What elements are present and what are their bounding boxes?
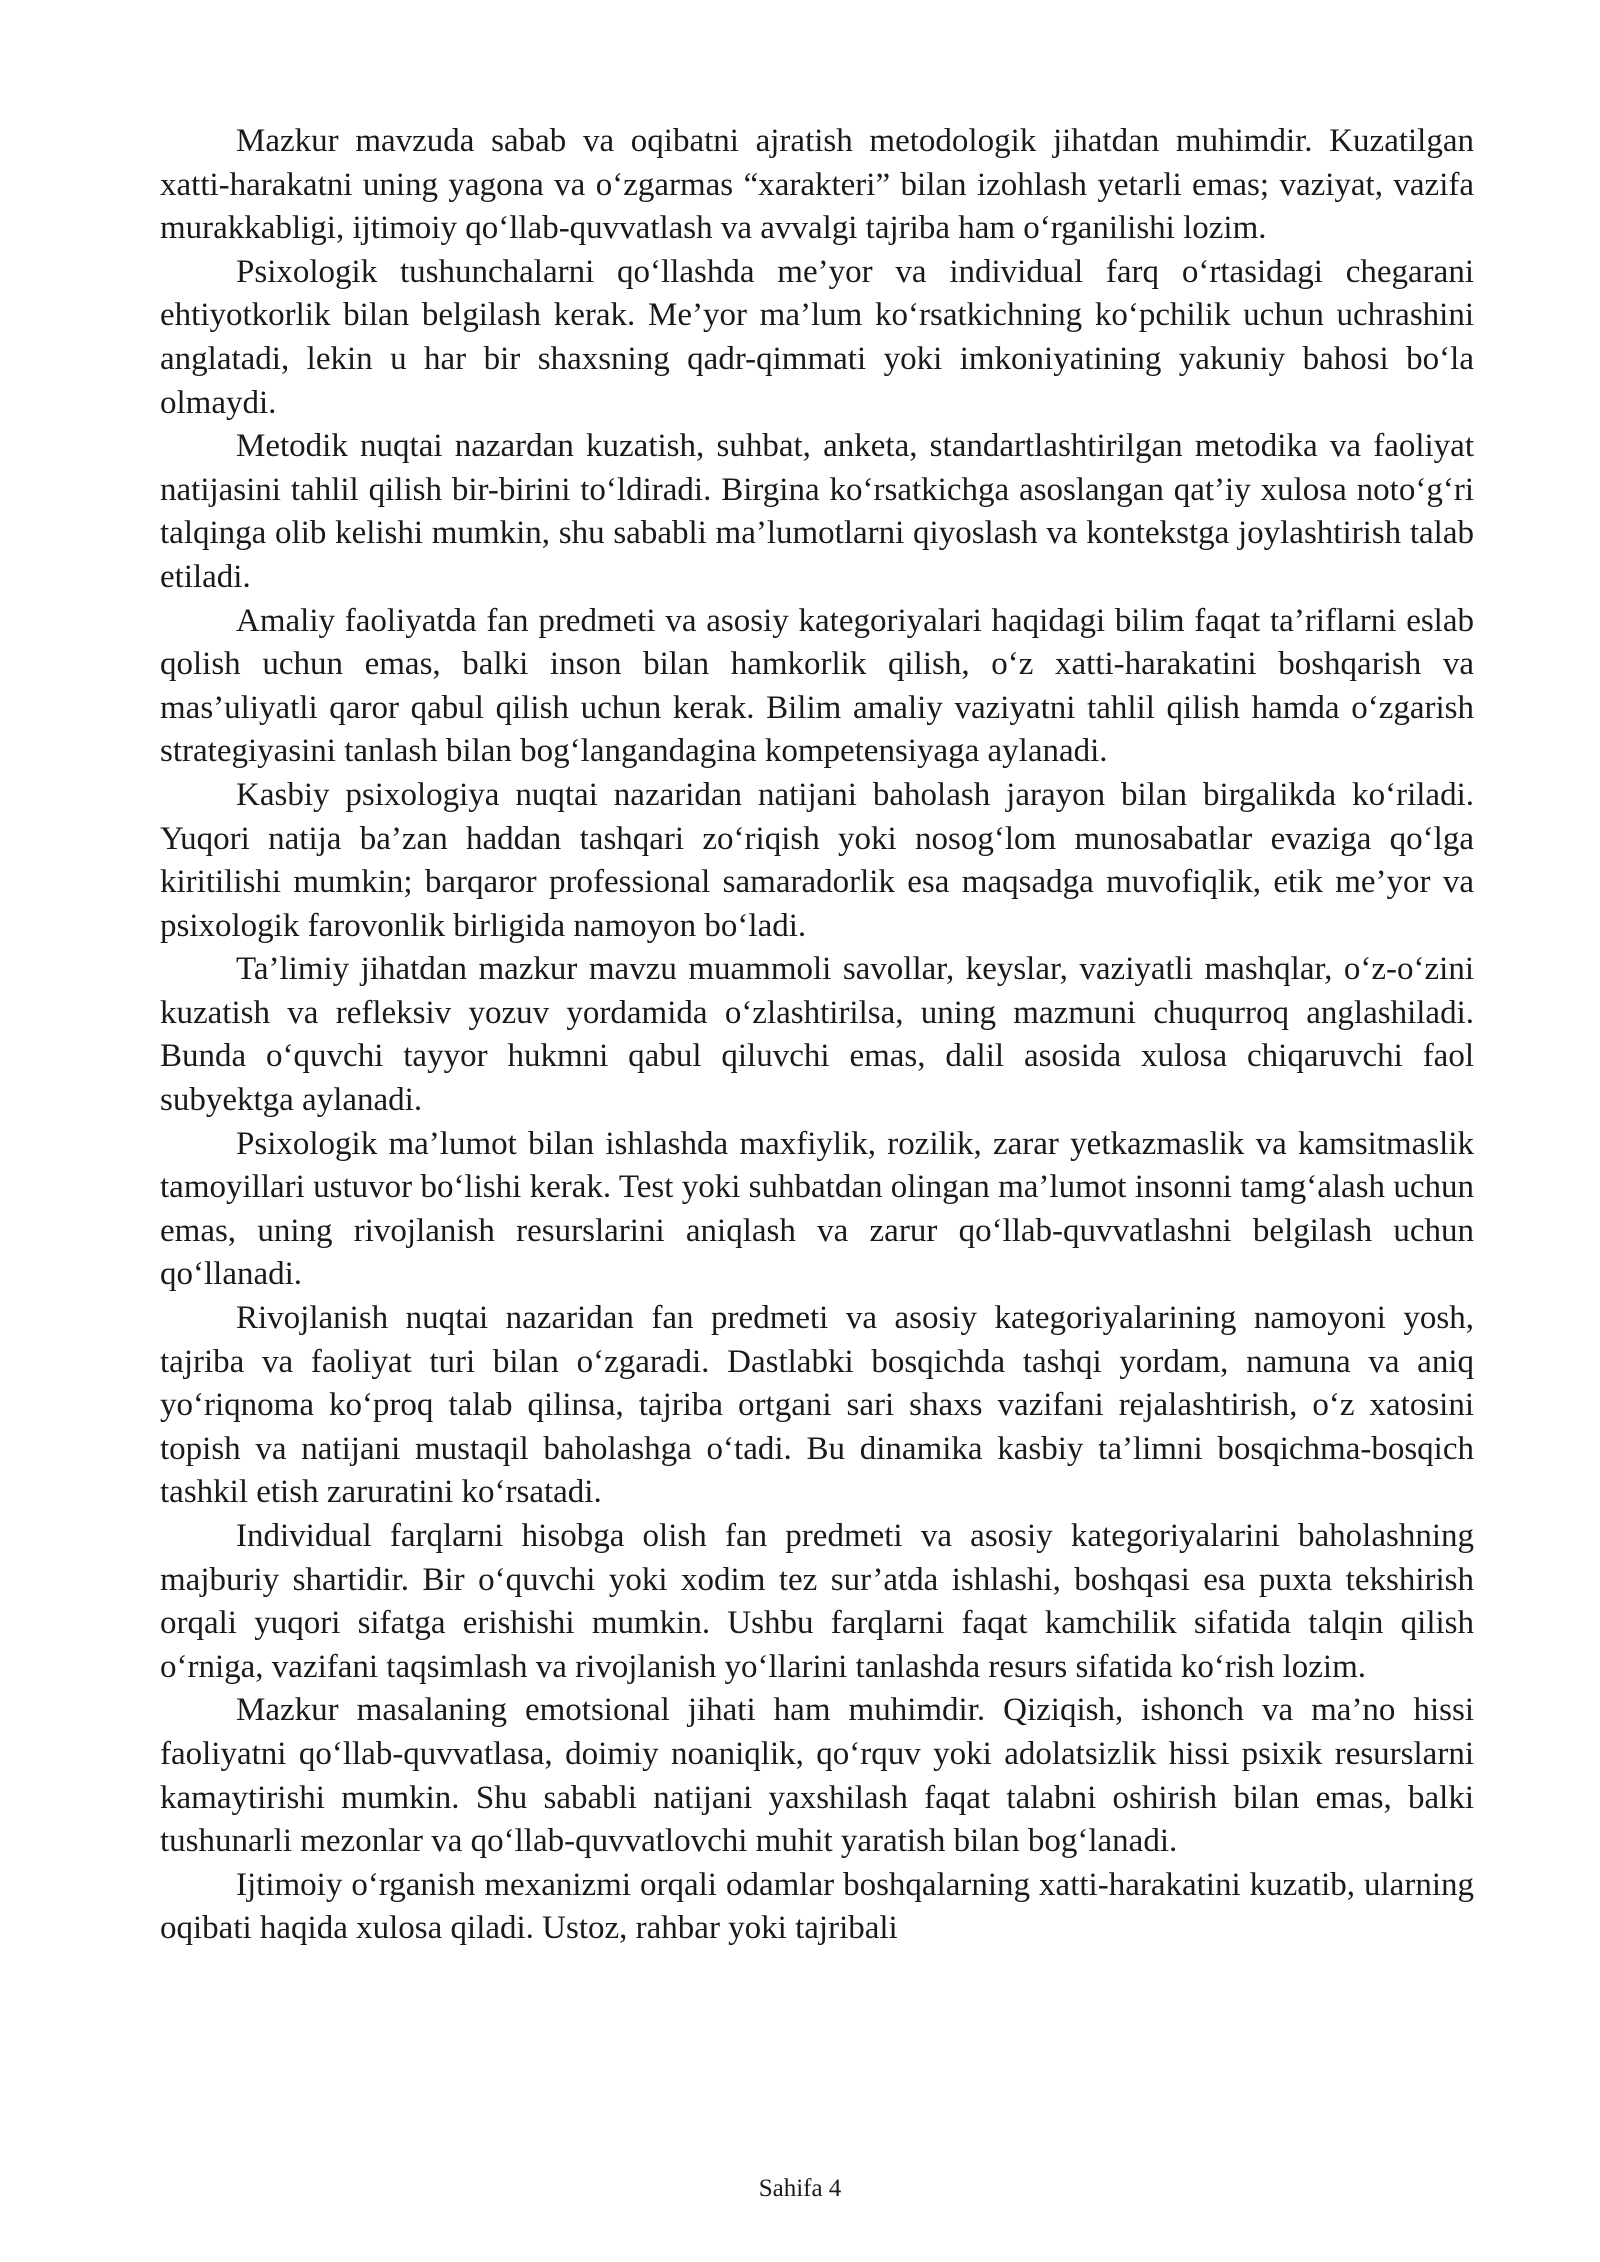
paragraph-11: Ijtimoiy o‘rganish mexanizmi orqali odamlar boshqalarning xatti-harakatini kuzatib, ularning oqibati haqida xulosa qiladi. Ustoz, rahbar yoki tajribali bbox=[160, 1866, 1474, 1947]
paragraph-8: Rivojlanish nuqtai nazaridan fan predmeti va asosiy kategoriyalarining namoyoni yosh, tajriba va faoliyat turi bilan o‘zgaradi. Dastlabki bosqichda tashqi yordam, namuna va aniq yo‘riqnoma ko‘proq talab qilinsa, tajriba ortgani sari shaxs vazifani rejalashtirish, o‘z xatosini topish va natijani mustaqil baholashga o‘tadi. Bu dinamika kasbiy ta’limni bosqichma-bosqich tashkil etish zaruratini ko‘rsatadi. bbox=[160, 1300, 1474, 1511]
paragraph-4: Amaliy faoliyatda fan predmeti va asosiy kategoriyalari haqidagi bilim faqat ta’riflarni eslab qolish uchun emas, balki inson bilan hamkorlik qilish, o‘z xatti-harakatini boshqarish va mas’uliyatli qaror qabul qilish uchun kerak. Bilim amaliy vaziyatni tahlil qilish hamda o‘zgarish strategiyasini tanlash bilan bog‘langandagina kompetensiyaga aylanadi. bbox=[160, 602, 1474, 770]
paragraph-10: Mazkur masalaning emotsional jihati ham muhimdir. Qiziqish, ishonch va ma’no hissi faoliyatni qo‘llab-quvvatlasa, doimiy noaniqlik, qo‘rquv yoki adolatsizlik hissi psixik resurslarni kamaytirishi mumkin. Shu sababli natijani yaxshilash faqat talabni oshirish bilan emas, balki tushunarli mezonlar va qo‘llab-quvvatlovchi muhit yaratish bilan bog‘lanadi. bbox=[160, 1692, 1474, 1860]
paragraph-7: Psixologik ma’lumot bilan ishlashda maxfiylik, rozilik, zarar yetkazmaslik va kamsitmaslik tamoyillari ustuvor bo‘lishi kerak. Test yoki suhbatdan olingan ma’lumot insonni tamg‘alash uchun emas, uning rivojlanish resurslarini aniqlash va zarur qo‘llab-quvvatlashni belgilash uchun qo‘llanadi. bbox=[160, 1125, 1474, 1293]
document-body bbox=[160, 120, 1474, 1951]
paragraph-9: Individual farqlarni hisobga olish fan predmeti va asosiy kategoriyalarini baholashning majburiy shartidir. Bir o‘quvchi yoki xodim tez sur’atda ishlashi, boshqasi esa puxta tekshirish orqali yuqori sifatga erishishi mumkin. Ushbu farqlarni faqat kamchilik sifatida talqin qilish o‘rniga, vazifani taqsimlash va rivojlanish yo‘llarini tanlashda resurs sifatida ko‘rish lozim. bbox=[160, 1518, 1474, 1685]
paragraph-3: Metodik nuqtai nazardan kuzatish, suhbat, anketa, standartlashtirilgan metodika va faoliyat natijasini tahlil qilish bir-birini to‘ldiradi. Birgina ko‘rsatkichga asoslangan qat’iy xulosa noto‘g‘ri talqinga olib kelishi mumkin, shu sababli ma’lumotlarni qiyoslash va kontekstga joylashtirish talab etiladi. bbox=[160, 428, 1474, 595]
paragraph-1: Mazkur mavzuda sabab va oqibatni ajratish metodologik jihatdan muhimdir. Kuzatilgan xatti-harakatni uning yagona va o‘zgarmas “xarakteri” bilan izohlash yetarli emas; vaziyat, vazifa murakkabligi, ijtimoiy qo‘llab-quvvatlash va avvalgi tajriba ham o‘rganilishi lozim. bbox=[160, 123, 1474, 247]
paragraph-2: Psixologik tushunchalarni qo‘llashda me’yor va individual farq o‘rtasidagi chegarani ehtiyotkorlik bilan belgilash kerak. Me’yor ma’lum ko‘rsatkichning ko‘pchilik uchun uchrashini anglatadi, lekin u har bir shaxsning qadr-qimmati yoki imkoniyatining yakuniy bahosi bo‘la olmaydi. bbox=[160, 253, 1474, 421]
page-number-footer: Sahifa 4 bbox=[758, 2175, 842, 2202]
paragraph-5: Kasbiy psixologiya nuqtai nazaridan natijani baholash jarayon bilan birgalikda ko‘riladi. Yuqori natija ba’zan haddan tashqari zo‘riqish yoki nosog‘lom munosabatlar evaziga qo‘lga kiritilishi mumkin; barqaror professional samaradorlik esa maqsadga muvofiqlik, etik me’yor va psixologik farovonlik birligida namoyon bo‘ladi. bbox=[160, 776, 1474, 944]
paragraph-6: Ta’limiy jihatdan mazkur mavzu muammoli savollar, keyslar, vaziyatli mashqlar, o‘z-o‘zini kuzatish va refleksiv yozuv yordamida o‘zlashtirilsa, uning mazmuni chuqurroq anglashiladi. Bunda o‘quvchi tayyor hukmni qabul qiluvchi emas, dalil asosida xulosa chiqaruvchi faol subyektga aylanadi. bbox=[160, 951, 1474, 1119]
